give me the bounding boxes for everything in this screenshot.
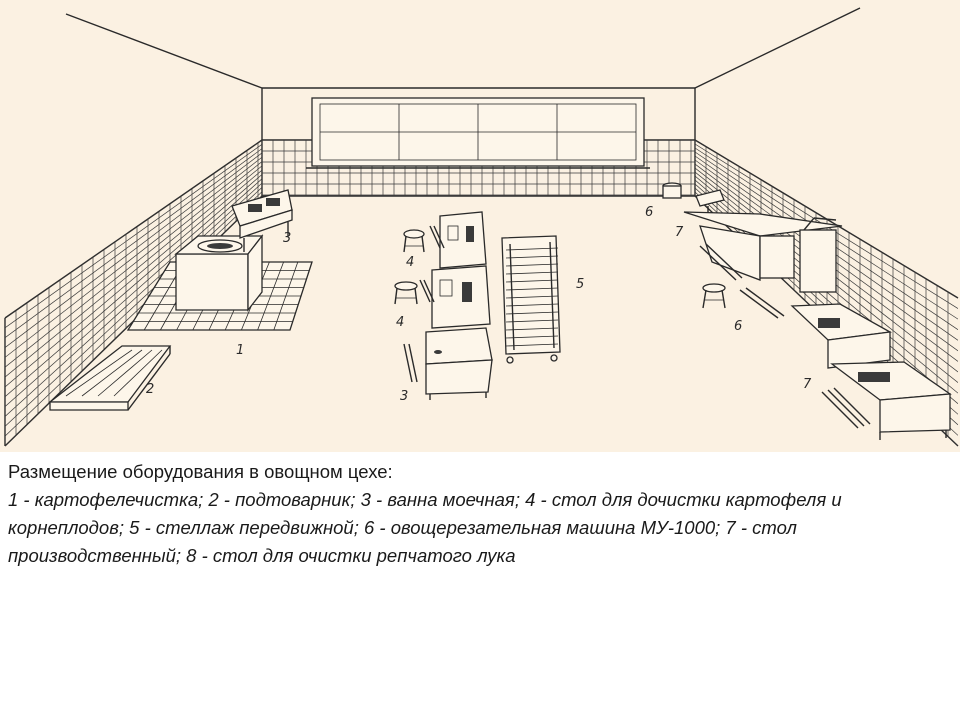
window xyxy=(306,98,650,168)
pallet-2 xyxy=(50,346,170,410)
mobile-rack-5 xyxy=(502,236,560,363)
label-7-bottom: 7 xyxy=(803,377,812,392)
label-1: 1 xyxy=(236,343,245,358)
wash-tub-3-center xyxy=(426,328,492,400)
caption-legend: 1 - картофелечистка; 2 - подтоварник; 3 - ванна моечная; 4 - стол для дочистки картофеля и корнеплодов; 5 - стеллаж передвижной; 6 - овощерезательная машина МУ-1000; 7 - стол производственный; 8 - стол для очистки репчатого лука xyxy=(8,489,842,566)
label-6-top: 6 xyxy=(645,205,654,220)
wash-tub-right xyxy=(792,304,890,368)
label-4-top: 4 xyxy=(406,255,415,270)
label-2: 2 xyxy=(146,382,155,397)
caption-title: Размещение оборудования в овощном цехе: xyxy=(8,461,393,482)
label-3-center: 3 xyxy=(400,389,409,404)
stool-4-top xyxy=(404,230,424,252)
stool-8 xyxy=(703,284,725,308)
label-7-top: 7 xyxy=(675,225,684,240)
production-table-7-back xyxy=(684,212,842,292)
label-4-bottom: 4 xyxy=(396,315,405,330)
label-3-left: 3 xyxy=(283,231,292,246)
stool-4-bottom xyxy=(395,282,417,304)
production-table-7-front xyxy=(832,362,950,440)
label-5: 5 xyxy=(576,277,585,292)
label-6-right: 6 xyxy=(734,319,743,334)
potato-peeler-1 xyxy=(128,236,312,330)
cleaning-table-4-front xyxy=(432,266,490,328)
cleaning-table-4-back xyxy=(440,212,486,268)
figure-caption xyxy=(8,458,956,570)
